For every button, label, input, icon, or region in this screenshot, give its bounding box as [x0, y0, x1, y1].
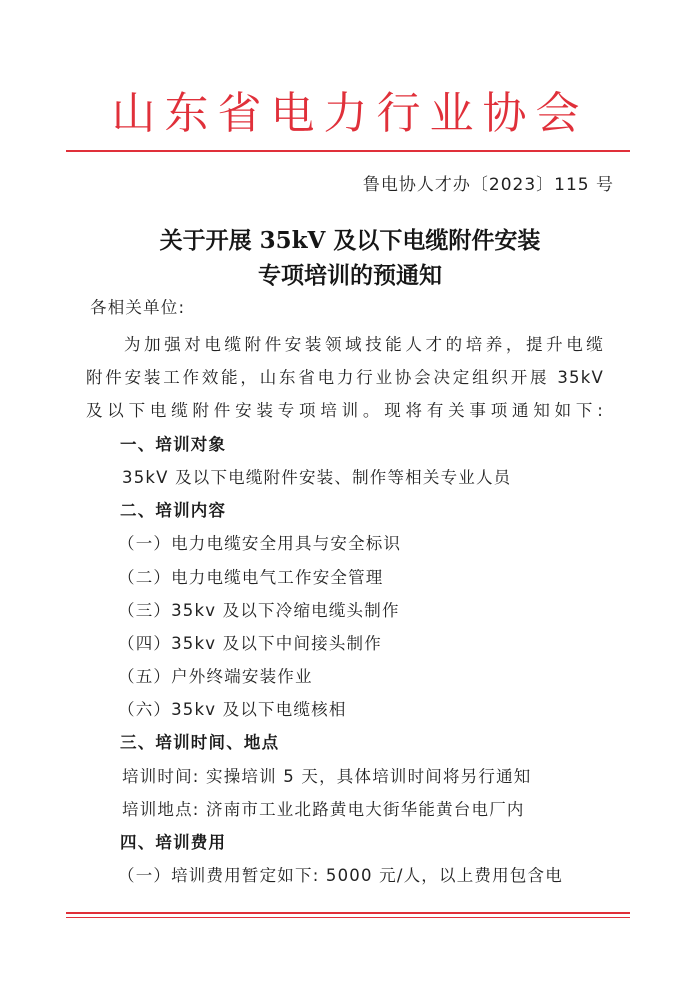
- letterhead-divider: [66, 150, 630, 152]
- section-2-item-1: （一）电力电缆安全用具与安全标识: [118, 534, 402, 553]
- section-4-heading: 四、培训费用: [120, 833, 227, 852]
- section-2-item-2: （二）电力电缆电气工作安全管理: [118, 568, 384, 587]
- section-3-place: 培训地点: 济南市工业北路黄电大街华能黄台电厂内: [122, 800, 525, 819]
- section-4-item-1: （一）培训费用暂定如下: 5000 元/人，以上费用包含电: [118, 866, 563, 885]
- footer-divider-bottom: [66, 917, 630, 918]
- section-3-time: 培训时间: 实操培训 5 天，具体培训时间将另行通知: [122, 767, 532, 786]
- document-title-line1: 关于开展 35kV 及以下电缆附件安装: [159, 227, 541, 254]
- document-number: 鲁电协人才办〔2023〕115 号: [362, 175, 614, 195]
- intro-line-2: 附件安装工作效能，山东省电力行业协会决定组织开展 35kV: [86, 368, 604, 387]
- section-1-heading: 一、培训对象: [120, 435, 227, 454]
- salutation: 各相关单位:: [90, 298, 186, 317]
- intro-line-3: 及以下电缆附件安装专项培训。现将有关事项通知如下:: [86, 401, 604, 420]
- section-1-text: 35kV 及以下电缆附件安装、制作等相关专业人员: [122, 468, 512, 487]
- letterhead-org-name: 山东省电力行业协会: [111, 88, 589, 139]
- section-3-heading: 三、培训时间、地点: [120, 733, 280, 752]
- intro-line-1: 为加强对电缆附件安装领域技能人才的培养，提升电缆: [124, 335, 604, 354]
- section-2-item-3: （三）35kv 及以下冷缩电缆头制作: [118, 601, 400, 620]
- section-2-item-4: （四）35kv 及以下中间接头制作: [118, 634, 382, 653]
- document-title-line2: 专项培训的预通知: [258, 262, 442, 289]
- section-2-item-5: （五）户外终端安装作业: [118, 667, 313, 686]
- section-2-heading: 二、培训内容: [120, 501, 227, 520]
- footer-divider-top: [66, 912, 630, 914]
- section-2-item-6: （六）35kv 及以下电缆核相: [118, 700, 347, 719]
